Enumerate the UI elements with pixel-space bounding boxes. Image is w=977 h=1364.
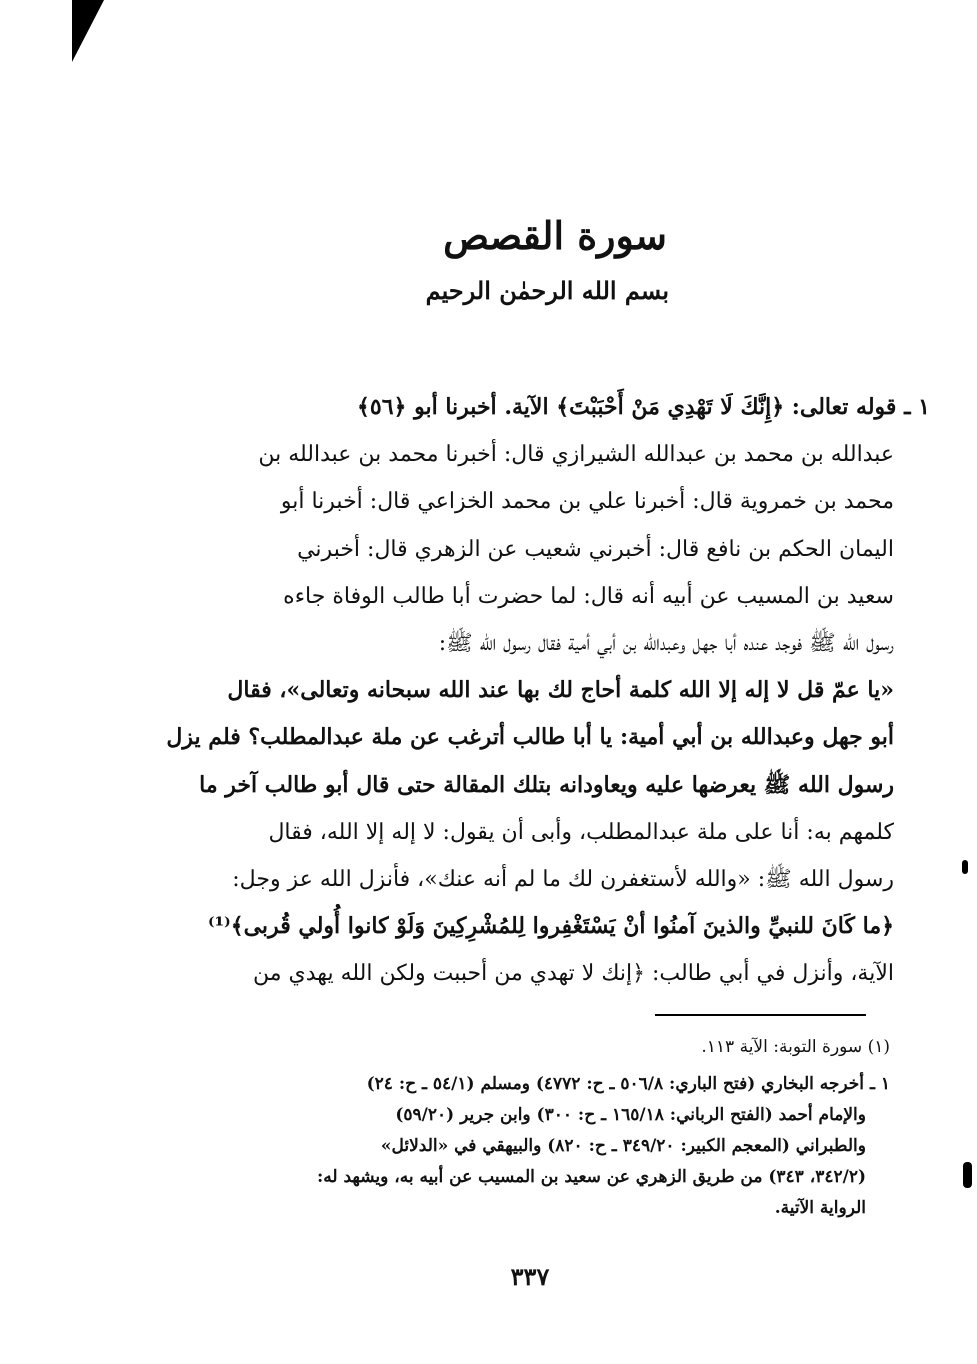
text-line: اليمان الحكم بن نافع قال: أخبرني شعيب عن الزهري قال: أخبرني (297, 536, 894, 562)
main-text (160, 384, 930, 998)
basmala: بسم الله الرحمٰن الرحيم (425, 276, 669, 305)
footnote-separator (655, 1014, 866, 1016)
text-line: ١ ـ قوله تعالى: ﴿إِنَّكَ لَا تَهْدِي مَنْ أَحْبَبْتَ﴾ الآية. أخبرنا أبو ﴿٥٦﴾ (357, 394, 930, 420)
text-line: ﴿ما كَانَ للنبيِّ والذينَ آمنُوا أنْ يَسْتَغْفِروا لِلمُشْرِكِينَ وَلَوْ كانوا أُولي قُربى﴾⁽¹⁾ (207, 913, 894, 940)
text-line: كلمهم به: أنا على ملة عبدالمطلب، وأبى أن يقول: لا إله إلا الله، فقال (268, 819, 894, 845)
footnote-line: والإمام أحمد (الفتح الرباني: ١٦٥/١٨ ـ ح: ٣٠٠) وابن جرير (٥٩/٢٠) (395, 1105, 866, 1125)
scan-speck (962, 860, 968, 874)
text-line: سعيد بن المسيب عن أبيه أنه قال: لما حضرت أبا طالب الوفاة جاءه (283, 583, 894, 609)
surah-title: سورة القصص (443, 213, 667, 258)
page-number: ٣٣٧ (510, 1262, 550, 1291)
footnote-line: الرواية الآتية. (774, 1198, 866, 1218)
corner-triangle-mark (72, 0, 104, 62)
text-line: عبدالله بن محمد بن عبدالله الشيرازي قال: أخبرنا محمد بن عبدالله بن (258, 442, 894, 468)
text-line: محمد بن خمروية قال: أخبرنا علي بن محمد الخزاعي قال: أخبرنا أبو (280, 489, 894, 515)
text-line: «يا عمّ قل لا إله إلا الله كلمة أحاج لك بها عند الله سبحانه وتعالى»، فقال (227, 677, 894, 704)
text-line: الآية، وأنزل في أبي طالب: ﴿إنك لا تهدي من أحببت ولكن الله يهدي من (253, 961, 894, 987)
footnote-line: ١ ـ أخرجه البخاري (فتح الباري: ٥٠٦/٨ ـ ح: ٤٧٧٢) ومسلم (٥٤/١ ـ ح: ٢٤) (366, 1074, 890, 1094)
text-line: أبو جهل وعبدالله بن أبي أمية: يا أبا طالب أترغب عن ملة عبدالمطلب؟ فلم يزل (166, 724, 894, 751)
scan-speck (963, 1162, 972, 1188)
text-line: رسول الله ﷺ: «والله لأستغفرن لك ما لم أنه عنك»، فأنزل الله عز وجل: (232, 867, 894, 893)
text-line: رسول الله ﷺ فوجد عنده أبا جهل وعبدالله بن أبي أمية فقال رسول الله ﷺ: (438, 631, 894, 657)
footnote-line: والطبراني (المعجم الكبير: ٣٤٩/٢٠ ـ ح: ٨٢٠) والبيهقي في «الدلائل» (380, 1136, 866, 1156)
footnotes (200, 1032, 890, 1224)
text-line: رسول الله ﷺ يعرضها عليه ويعاودانه بتلك المقالة حتى قال أبو طالب آخر ما (199, 771, 894, 798)
footnote-line: (٣٤٢/٢، ٣٤٣) من طريق الزهري عن سعيد بن المسيب عن أبيه به، ويشهد له: (317, 1167, 866, 1187)
footnote-line: (١) سورة التوبة: الآية ١١٣. (701, 1037, 890, 1057)
